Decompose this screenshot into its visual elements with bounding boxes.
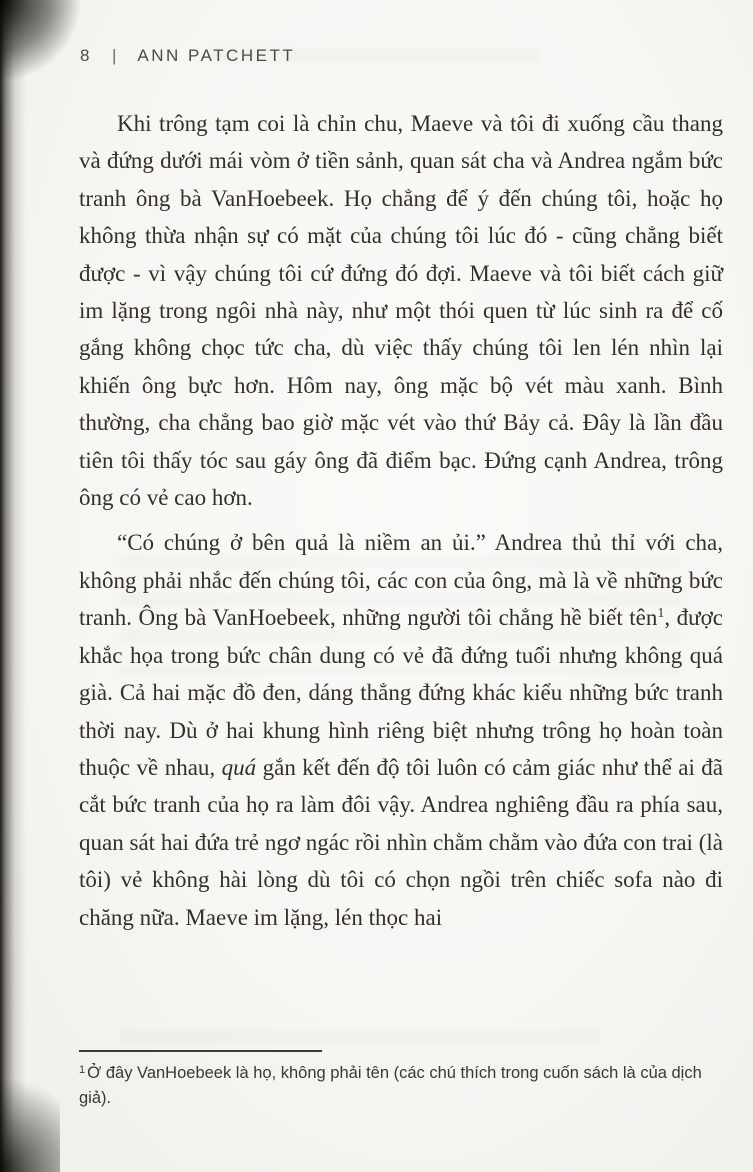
paragraph-2-segment: , được khắc họa trong bức chân dung có vẻ đã đứng tuổi nhưng không quá già. Cả hai mặc đồ đen, dáng thẳng đứng khác kiểu những bức tranh thời nay. Dù ở hai khung hình riêng biệt nhưng trông họ hoàn toàn thuộc về nhau, xyxy=(79,605,723,780)
body-paragraph-2 xyxy=(79,524,723,935)
footnote-number: 1 xyxy=(79,1064,86,1076)
page-body xyxy=(79,105,723,936)
footnote xyxy=(79,1061,724,1111)
paragraph-2-segment: gắn kết đến độ tôi luôn có cảm giác như thể ai đã cắt bức tranh của họ ra làm đôi vậy. Andrea nghiêng đầu ra phía sau, quan sát hai đứa trẻ ngơ ngác rồi nhìn chằm chằm vào đứa con trai (là tôi) vẻ không hài lòng dù tôi có chọn ngồi trên chiếc sofa nào đi chăng nữa. Maeve im lặng, lén thọc hai xyxy=(79,754,724,930)
running-header-title: ANN PATCHETT xyxy=(137,46,296,65)
footnote-text: Ở đây VanHoebeek là họ, không phải tên (các chú thích trong cuốn sách là của dịch giả). xyxy=(79,1064,702,1107)
running-header xyxy=(80,46,295,66)
body-paragraph-1: Khi trông tạm coi là chỉn chu, Maeve và tôi đi xuống cầu thang và đứng dưới mái vòm ở tiền sảnh, quan sát cha và Andrea ngắm bức tranh ông bà VanHoebeek. Họ chẳng để ý đến chúng tôi, hoặc họ không thừa nhận sự có mặt của chúng tôi lúc đó - cũng chẳng biết được - vì vậy chúng tôi cứ đứng đó đợi. Maeve và tôi biết cách giữ im lặng trong ngôi nhà này, như một thói quen từ lúc sinh ra để cố gắng không chọc tức cha, dù việc thấy chúng tôi len lén nhìn lại khiến ông bực hơn. Hôm nay, ông mặc bộ vét màu xanh. Bình thường, cha chẳng bao giờ mặc vét vào thứ Bảy cả. Đây là lần đầu tiên tôi thấy tóc sau gáy ông đã điểm bạc. Đứng cạnh Andrea, trông ông có vẻ cao hơn. xyxy=(79,111,723,511)
book-spine-shadow xyxy=(0,0,26,1172)
footnote-rule xyxy=(79,1050,322,1052)
header-separator: | xyxy=(111,46,117,65)
page-number: 8 xyxy=(80,46,90,65)
scan-corner-shadow-top xyxy=(0,0,80,80)
paragraph-2-segment: “Có chúng ở bên quả là niềm an ủi.” Andrea thủ thỉ với cha, không phải nhắc đến chúng tôi, các con của ông, mà là về những bức tranh. Ông bà VanHoebeek, những người tôi chẳng hề biết tên xyxy=(79,530,723,631)
scan-corner-shadow-bottom xyxy=(0,1062,60,1172)
footnote-reference-marker: 1 xyxy=(657,606,665,622)
emphasized-word: quá xyxy=(221,754,257,780)
